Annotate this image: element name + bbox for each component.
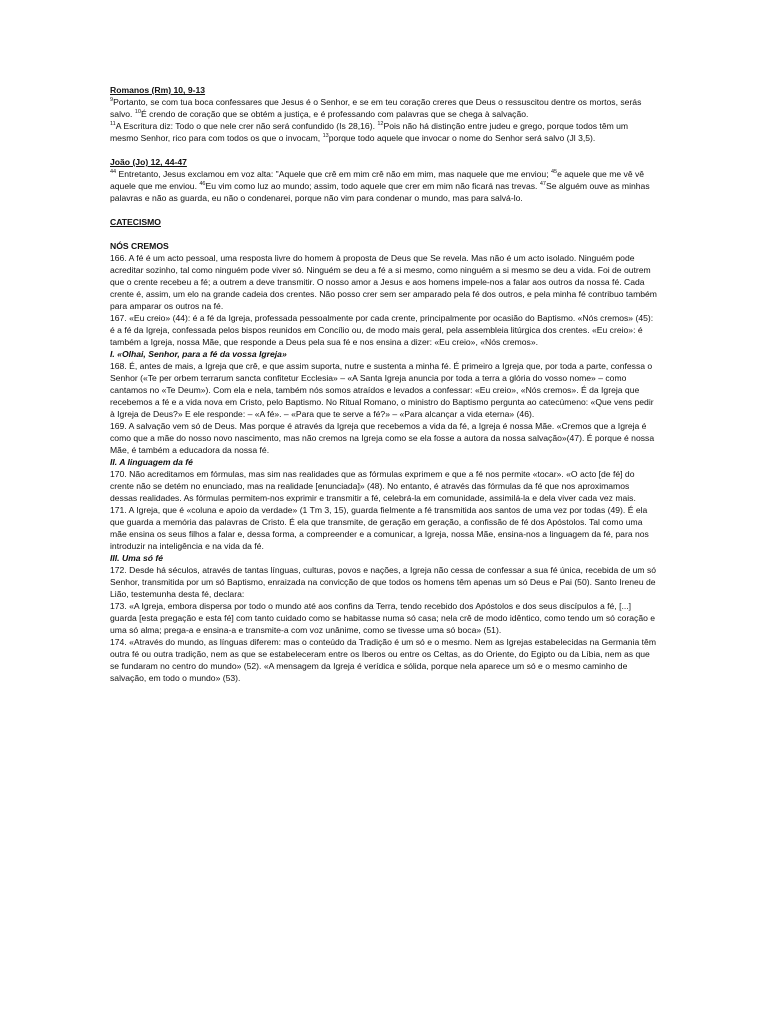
verse-number: 9	[110, 97, 114, 104]
paragraph-168: 168. É, antes de mais, a Igreja que crê, e que assim suporta, nutre e sustenta a minha fé. É primeiro a Igreja que, por toda a parte, confessa o Senhor («Te per orbem terrarum sancta confitetur Ecclesia» – «A Santa Igreja anuncia por toda a terra a glória do vosso nome» – como cantamos no «Te Deum»). Com ela e nela, também nós somos atraídos e levados a confessar: «Eu creio», «Nós cremos». É da Igreja que recebemos a fé e a vida nova em Cristo, pelo Baptismo. No Ritual Romano, o ministro do Baptismo pergunta ao catecúmeno: «Que vens pedir à Igreja de Deus?» E ele responde: – «A fé». – «Para que te serve a fé?» – «Para alcançar a vida eterna» (46).	[110, 361, 654, 419]
verse-text: Pois não há distinção entre judeu e grego, porque todos têm um mesmo Senhor, rico para com todos os que o invocam,	[110, 121, 629, 143]
verse-number: 11	[110, 121, 116, 128]
subheading-1: I. «Olhai, Senhor, para a fé da vossa Igreja»	[110, 349, 287, 359]
verse-number: 13	[322, 133, 329, 140]
paragraph-170: 170. Não acreditamos em fórmulas, mas sim nas realidades que as fórmulas exprimem e que a fé nos permite «tocar». «O acto [de fé] do crente não se detém no enunciado, mas na realidade [enunciada]» (48). No entanto, é através das fórmulas da fé que nos aproximamos dessas realidades. As fórmulas permitem-nos exprimir e transmitir a fé, celebrá-la em comunidade, assimilá-la e dela viver cada vez mais.	[110, 469, 636, 503]
joao-text	[110, 168, 658, 204]
romanos-heading: Romanos (Rm) 10, 9-13	[110, 85, 206, 95]
paragraph-167: 167. «Eu creio» (44): é a fé da Igreja, professada pessoalmente por cada crente, principalmente por ocasião do Baptismo. «Nós cremos» (45): é a fé da Igreja, confessada pelos bispos reunidos em Concílio ou, de modo mais geral, pela assembleia litúrgica dos crentes. «Eu creio»: é também a Igreja, nossa Mãe, que responde a Deus pela sua fé e nos ensina a dizer: «Eu creio», «Nós cremos».	[110, 313, 654, 347]
verse-number: 46	[199, 181, 206, 188]
romanos-passage	[110, 84, 658, 144]
verse-text: Portanto, se com tua boca confessares que Jesus é o Senhor, e se em teu coração creres que Deus o ressuscitou dentre os mortos, serás salvo.	[110, 97, 642, 119]
catecismo-heading: CATECISMO	[110, 217, 161, 227]
section-title: NÓS CREMOS	[110, 241, 169, 251]
verse-text: porque todo aquele que invocar o nome do Senhor será salvo (Jl 3,5).	[328, 133, 596, 143]
joao-heading: João (Jo) 12, 44-47	[110, 157, 187, 167]
subheading-2: II. A linguagem da fé	[110, 457, 193, 467]
verse-text: Se alguém ouve as minhas palavras e não as guarda, eu não o condenarei, porque não vim para condenar o mundo, mas para salvá-lo.	[110, 181, 650, 203]
verse-text: É crendo de coração que se obtém a justiça, e é professando com palavras que se chega à salvação.	[140, 109, 529, 119]
verse-number: 44	[110, 169, 117, 176]
verse-text: Entretanto, Jesus exclamou em voz alta: "Aquele que crê em mim crê não em mim, mas naquele que me enviou;	[118, 169, 549, 179]
verse-number: 12	[377, 121, 384, 128]
verse-text: Eu vim como luz ao mundo; assim, todo aquele que crer em mim não ficará nas trevas.	[205, 181, 538, 191]
romanos-text	[110, 96, 658, 144]
verse-number: 45	[550, 169, 558, 176]
paragraph-169: 169. A salvação vem só de Deus. Mas porque é através da Igreja que recebemos a vida da fé, a Igreja é nossa Mãe. «Cremos que a Igreja é como que a mãe do nosso novo nascimento, mas não cremos na Igreja como se ela fosse a autora da nossa salvação»(47). É porque é nossa Mãe, é também a educadora da nossa fé.	[110, 421, 655, 455]
catecismo-section	[110, 216, 658, 228]
joao-passage	[110, 156, 658, 204]
nos-cremos-section	[110, 240, 658, 684]
paragraph-173: 173. «A Igreja, embora dispersa por todo o mundo até aos confins da Terra, tendo recebido dos Apóstolos e dos seus discípulos a fé, [...] guarda [esta pregação e esta fé] com tanto cuidado como se habitasse numa só casa; nela crê de modo idêntico, como tendo um só coração e uma só alma; prega-a e ensina-a e transmite-a com voz unânime, como se tivesse uma só boca» (51).	[110, 601, 656, 635]
verse-number: 10	[134, 109, 141, 116]
verse-number: 47	[539, 181, 546, 188]
subheading-3: III. Uma só fé	[110, 553, 164, 563]
verse-text: e aquele que me vê vê aquele que me enviou.	[110, 169, 645, 191]
paragraph-171: 171. A Igreja, que é «coluna e apoio da verdade» (1 Tm 3, 15), guarda fielmente a fé transmitida aos santos de uma vez por todas (49). É ela que guarda a memória das palavras de Cristo. É ela que transmite, de geração em geração, a confissão de fé dos Apóstolos. Tal como uma mãe ensina os seus filhos a falar e, dessa forma, a compreender e a comunicar, a Igreja, nossa Mãe, ensina-nos a linguagem da fé, para nos introduzir na inteligência e na vida da fé.	[110, 505, 649, 551]
paragraph-172: 172. Desde há séculos, através de tantas línguas, culturas, povos e nações, a Igreja não cessa de confessar a sua fé única, recebida de um só Senhor, transmitida por um só Baptismo, enraizada na convicção de que todos os homens têm apenas um só Deus e Pai (50). Santo Ireneu de Lião, testemunha desta fé, declara:	[110, 565, 657, 599]
paragraph-174: 174. «Através do mundo, as línguas diferem: mas o conteúdo da Tradição é um só e o mesmo. Nem as Igrejas estabelecidas na Germania têm outra fé ou outra tradição, nem as que se estabeleceram entre os Iberos ou entre os Celtas, as do Oriente, do Egipto ou da Líbia, nem as que se fundaram no centro do mundo» (52). «A mensagem da Igreja é verídica e sólida, porque nela aparece um só e o mesmo caminho de salvação, em todo o mundo» (53).	[110, 637, 656, 683]
paragraph-166: 166. A fé é um acto pessoal, uma resposta livre do homem à proposta de Deus que Se revela. Mas não é um acto isolado. Ninguém pode acreditar sozinho, tal como ninguém pode viver só. Ninguém se deu a fé a si mesmo, como ninguém a si mesmo se deu a vida. Foi de outrem que o crente recebeu a fé; a outrem a deve transmitir. O nosso amor a Jesus e aos homens impele-nos a falar aos outros da nossa fé. Cada crente é, assim, um elo na grande cadeia dos crentes. Não posso crer sem ser amparado pela fé dos outros, e pela minha fé contribuo também para amparar os outros na fé.	[110, 253, 657, 311]
verse-text: A Escritura diz: Todo o que nele crer não será confundido (Is 28,16).	[115, 121, 375, 131]
